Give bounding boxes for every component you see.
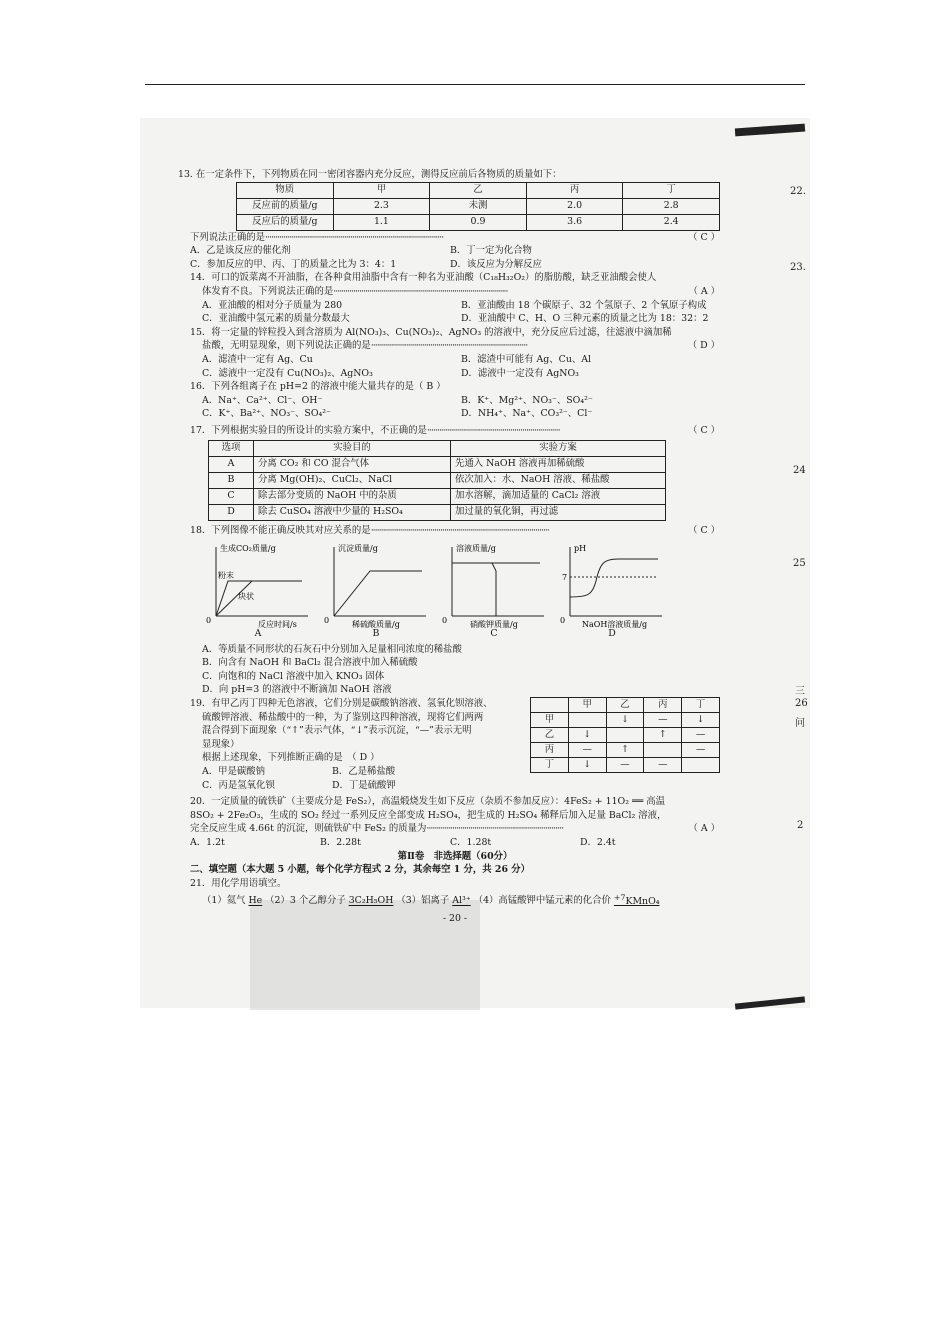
option: D．亚油酸中 C、H、O 三种元素的质量之比为 18：32：2 — [461, 313, 709, 325]
q16-options — [190, 407, 720, 421]
table-cell: — — [606, 758, 644, 773]
q21-stem: 21．用化学用语填空。 — [190, 877, 287, 889]
table-cell: 分离 Mg(OH)₂、CuCl₂、NaCl — [254, 472, 451, 488]
curve-block — [216, 581, 302, 616]
table-cell: ↓ — [568, 758, 606, 773]
table-cell: 加过量的氧化铜，再过滤 — [451, 504, 666, 520]
q15-stem: 盐酸，无明显现象，则下列说法正确的是··············································································· （ D ） — [202, 340, 720, 352]
answer-blank: Al³⁺ — [452, 895, 471, 907]
y-label: pH — [574, 544, 587, 554]
table-header: 乙 — [430, 182, 527, 198]
origin-label: 0 — [560, 616, 566, 626]
y-label: 生成CO₂质量/g — [220, 544, 276, 554]
table-cell: 1.1 — [333, 214, 430, 230]
table-cell: 2.8 — [623, 198, 720, 214]
option: C．1.28t — [450, 837, 492, 848]
option: B．亚油酸由 18 个碳原子、32 个氢原子、2 个氧原子构成 — [461, 299, 707, 311]
curve-powder — [216, 581, 302, 616]
table-cell: 未测 — [430, 198, 527, 214]
table-cell: ↓ — [606, 713, 644, 728]
q20-options — [190, 836, 720, 850]
q19-line: 根据上述现象，下列推断正确的是 （ D ） — [202, 752, 380, 764]
q19-options — [190, 779, 522, 793]
curve — [334, 571, 422, 616]
x-label: 硝酸钾质量/g — [470, 620, 518, 630]
q13-stem: 13. 在一定条件下，下列物质在同一密闭容器内充分反应，测得反应前后各物质的质量如下： — [178, 169, 562, 180]
margin-number: 23. — [790, 262, 806, 273]
table-cell: — — [682, 743, 720, 758]
origin-label: 0 — [206, 616, 212, 626]
table-cell: 除去部分变质的 NaOH 中的杂质 — [254, 488, 451, 504]
graph-letter: C — [490, 628, 498, 640]
q15-stem: 15．将一定量的锌粒投入到含溶质为 Al(NO₃)₃、Cu(NO₃)₂、AgNO₃ 的溶液中，充分反应后过滤，往滤液中滴加稀 — [190, 326, 672, 338]
option: B．2.28t — [320, 837, 361, 848]
q13-question: 下列说法正确的是·························································································· （ C ） — [190, 231, 720, 243]
answer: （ A ） — [688, 285, 720, 297]
q19 — [190, 697, 720, 792]
option: D．滤液中一定没有 AgNO₃ — [461, 367, 579, 379]
option: C．K⁺、Ba²⁺、NO₃⁻、SO₄²⁻ — [202, 408, 331, 420]
curve-step — [452, 563, 496, 616]
table-cell: — — [682, 728, 720, 743]
table-cell: — — [644, 758, 682, 773]
q19-line: 硫酸钾溶液、稀盐酸中的一种，为了鉴别这四种溶液，现将它们两两 — [202, 711, 484, 723]
table-cell: — — [568, 743, 606, 758]
table-row — [531, 758, 720, 773]
margin-number: 24 — [793, 465, 806, 476]
q18-option: C．向饱和的 NaCl 溶液中加入 KNO₃ 固体 — [202, 670, 385, 682]
origin-label: 0 — [442, 616, 448, 626]
option: A．乙是该反应的催化剂 — [190, 245, 291, 257]
q13-options — [190, 258, 720, 272]
table-header: 实验方案 — [451, 440, 666, 456]
table-cell: 丁 — [531, 758, 569, 773]
option: B．滤渣中可能有 Ag、Cu、Al — [461, 353, 591, 365]
option: A．Na⁺、Ca²⁺、Cl⁻、OH⁻ — [202, 394, 323, 406]
table-cell: 加水溶解，滴加适量的 CaCl₂ 溶液 — [451, 488, 666, 504]
answer-blank: He — [248, 895, 263, 907]
table-cell: B — [209, 472, 254, 488]
q17-table — [208, 440, 666, 521]
graph-letter: A — [254, 628, 262, 640]
q15-options — [190, 367, 720, 381]
curve — [570, 559, 658, 597]
margin-number: 22. — [790, 186, 806, 197]
table-cell — [606, 728, 644, 743]
q17-stem: 17．下列根据实验目的所设计的实验方案中，不正确的是··································································· （ C ） — [190, 424, 720, 436]
y-label: 沉淀质量/g — [338, 544, 378, 554]
table-cell: 先通入 NaOH 溶液再加稀硫酸 — [451, 456, 666, 472]
page-number: - 20 - — [442, 913, 468, 925]
q13-table — [236, 182, 720, 231]
q13-options — [190, 244, 720, 258]
table-row — [209, 472, 666, 488]
graph-letter: B — [372, 628, 380, 640]
table-cell: 2.3 — [333, 198, 430, 214]
y-label: 溶液质量/g — [456, 544, 496, 554]
option: A．亚油酸的相对分子质量为 280 — [202, 299, 343, 311]
q21-answers: （1）氦气 He （2）3 个乙醇分子 3C₂H₅OH （3）铝离子 Al³⁺ （4）高锰酸钾中锰元素的化合价 $^{+7}$KMnO₄ — [202, 892, 660, 907]
table-cell — [568, 713, 606, 728]
table-row — [237, 182, 720, 198]
q18-stem: 18．下列图像不能正确反映其对应关系的是·························································································· （ C ） — [190, 524, 720, 536]
graph-b — [322, 541, 430, 641]
option: B．K⁺、Mg²⁺、NO₃⁻、SO₄²⁻ — [461, 394, 593, 406]
table-cell: 2.4 — [623, 214, 720, 230]
table-row — [237, 214, 720, 230]
top-rule — [145, 84, 805, 85]
q18-option: A．等质量不同形状的石灰石中分别加入足量相同浓度的稀盐酸 — [202, 643, 462, 655]
table-cell: 反应后的质量/g — [237, 214, 334, 230]
table-header: 实验目的 — [254, 440, 451, 456]
curve-label: 粉末 — [218, 571, 234, 581]
option: C．滤液中一定没有 Cu(NO₃)₂、AgNO₃ — [202, 367, 373, 379]
q20-stem: 20．一定质量的硫铁矿（主要成分是 FeS₂），高温煅烧发生如下反应（杂质不参加反应）：4FeS₂ + 11O₂ ══ 高温 — [190, 796, 665, 808]
table-row — [531, 728, 720, 743]
table-cell — [682, 758, 720, 773]
table-cell: ↓ — [568, 728, 606, 743]
origin-label: 0 — [324, 616, 330, 626]
table-cell: 3.6 — [526, 214, 623, 230]
table-cell: — — [644, 713, 682, 728]
graph-c-plot — [440, 541, 548, 631]
option: A．甲是碳酸钠 — [202, 766, 266, 778]
curve-label: 块状 — [238, 592, 254, 602]
q16-options — [190, 394, 720, 408]
table-cell: 甲 — [531, 713, 569, 728]
option: C．亚油酸中氢元素的质量分数最大 — [202, 313, 350, 325]
table-cell: 依次加入：水、NaOH 溶液、稀盐酸 — [451, 472, 666, 488]
answer: （ C ） — [688, 231, 720, 243]
margin-number: 25 — [793, 558, 806, 569]
q16-stem: 16．下列各组离子在 pH=2 的溶液中能大量共存的是（ B ） — [190, 381, 446, 393]
graph-c — [440, 541, 548, 641]
q19-line: 混合得到下面现象（“↑”表示气体，“↓”表示沉淀，“—”表示无明 — [202, 725, 472, 737]
table-cell: 2.0 — [526, 198, 623, 214]
table-cell — [644, 743, 682, 758]
table-row — [531, 713, 720, 728]
option: D．2.4t — [580, 837, 616, 848]
table-header: 丙 — [644, 698, 682, 713]
table-header — [531, 698, 569, 713]
option: B．乙是稀盐酸 — [332, 766, 396, 778]
margin-number: 26 — [795, 698, 808, 709]
q18-option: D．向 pH=3 的溶液中不断滴加 NaOH 溶液 — [202, 684, 392, 696]
q19-line: 显现象） — [202, 738, 240, 750]
q18-graphs — [204, 541, 720, 641]
q18-option: B．向含有 NaOH 和 BaCl₂ 混合溶液中加入稀硫酸 — [202, 657, 418, 669]
table-cell: ↑ — [644, 728, 682, 743]
margin-number: 问 — [795, 718, 805, 729]
table-row — [209, 488, 666, 504]
option: A．滤渣中一定有 Ag、Cu — [202, 353, 313, 365]
option: A．1.2t — [190, 837, 225, 848]
q20-stem: 8SO₂ + 2Fe₂O₃，生成的 SO₂ 经过一系列反应全部变成 H₂SO₄，把生成的 H₂SO₄ 稀释后加入足量 BaCl₂ 溶液， — [190, 809, 667, 821]
answer: （ A ） — [688, 823, 720, 835]
table-header: 丁 — [623, 182, 720, 198]
graph-letter: D — [608, 628, 616, 640]
table-row — [237, 198, 720, 214]
option: C．参加反应的甲、丙、丁的质量之比为 3：4：1 — [190, 258, 397, 270]
graph-a-plot — [204, 541, 312, 631]
table-header: 甲 — [568, 698, 606, 713]
q20-stem: 完全反应生成 4.66t 的沉淀，则硫铁矿中 FeS₂ 的质量为····································································· （ A ） — [190, 823, 720, 835]
table-cell: 乙 — [531, 728, 569, 743]
x-label: 稀硫酸质量/g — [352, 620, 400, 630]
table-header: 丙 — [526, 182, 623, 198]
table-header: 选项 — [209, 440, 254, 456]
q15-options — [190, 353, 720, 367]
table-cell: 丙 — [531, 743, 569, 758]
q14-options — [190, 299, 720, 313]
option: C．丙是氢氧化钡 — [202, 779, 275, 791]
answer: （ C ） — [688, 424, 720, 436]
table-row — [531, 743, 720, 758]
table-row — [209, 440, 666, 456]
table-cell: ↑ — [606, 743, 644, 758]
tick-label: 7 — [562, 573, 568, 583]
table-row — [209, 504, 666, 520]
option: D．NH₄⁺、Na⁺、CO₃²⁻、Cl⁻ — [461, 408, 593, 420]
table-row — [209, 456, 666, 472]
section-title: 第Ⅱ卷 非选择题（60分） — [397, 850, 513, 862]
graph-d-plot — [558, 541, 666, 631]
table-cell: 反应前的质量/g — [237, 198, 334, 214]
margin-number: 三 — [795, 686, 805, 697]
table-header: 甲 — [333, 182, 430, 198]
graph-a — [204, 541, 312, 641]
option: B．丁一定为化合物 — [450, 245, 532, 257]
table-cell: C — [209, 488, 254, 504]
table-cell: 分离 CO₂ 和 CO 混合气体 — [254, 456, 451, 472]
answer-blank: 3C₂H₅OH — [348, 895, 394, 907]
answer: （ C ） — [688, 524, 720, 536]
table-cell: 0.9 — [430, 214, 527, 230]
table-header: 物质 — [237, 182, 334, 198]
exam-page — [178, 168, 720, 926]
table-row — [531, 698, 720, 713]
table-cell: ↓ — [682, 713, 720, 728]
section-heading: 二、填空题（本大题 5 小题，每个化学方程式 2 分，其余每空 1 分，共 26 分） — [190, 864, 530, 876]
x-label: 反应时间/s — [258, 620, 297, 630]
q14-stem: 体发育不良。下列说法正确的是························································································ （ A ） — [202, 285, 720, 297]
x-label: NaOH溶液质量/g — [582, 620, 648, 630]
q14-options — [190, 312, 720, 326]
table-cell: D — [209, 504, 254, 520]
option: D．该反应为分解反应 — [450, 258, 542, 270]
table-cell: 除去 CuSO₄ 溶液中少量的 H₂SO₄ — [254, 504, 451, 520]
answer: （ D ） — [687, 340, 720, 352]
margin-number: 2 — [797, 820, 804, 831]
table-header: 丁 — [682, 698, 720, 713]
q19-line: 19．有甲乙丙丁四种无色溶液，它们分别是碳酸钠溶液、氢氧化钡溶液、 — [190, 698, 493, 710]
table-cell: A — [209, 456, 254, 472]
option: D．丁是硫酸钾 — [332, 779, 396, 791]
table-header: 乙 — [606, 698, 644, 713]
graph-b-plot — [322, 541, 430, 631]
answer-blank: $^{+7}$KMnO₄ — [613, 892, 660, 907]
q19-table — [530, 697, 720, 773]
graph-d — [558, 541, 666, 641]
q19-options — [190, 765, 522, 779]
q14-stem: 14．可口的饭菜离不开油脂，在各种食用油脂中含有一种名为亚油酸（C₁₈H₃₂O₂）的脂肪酸，缺乏亚油酸会使人 — [190, 272, 657, 284]
